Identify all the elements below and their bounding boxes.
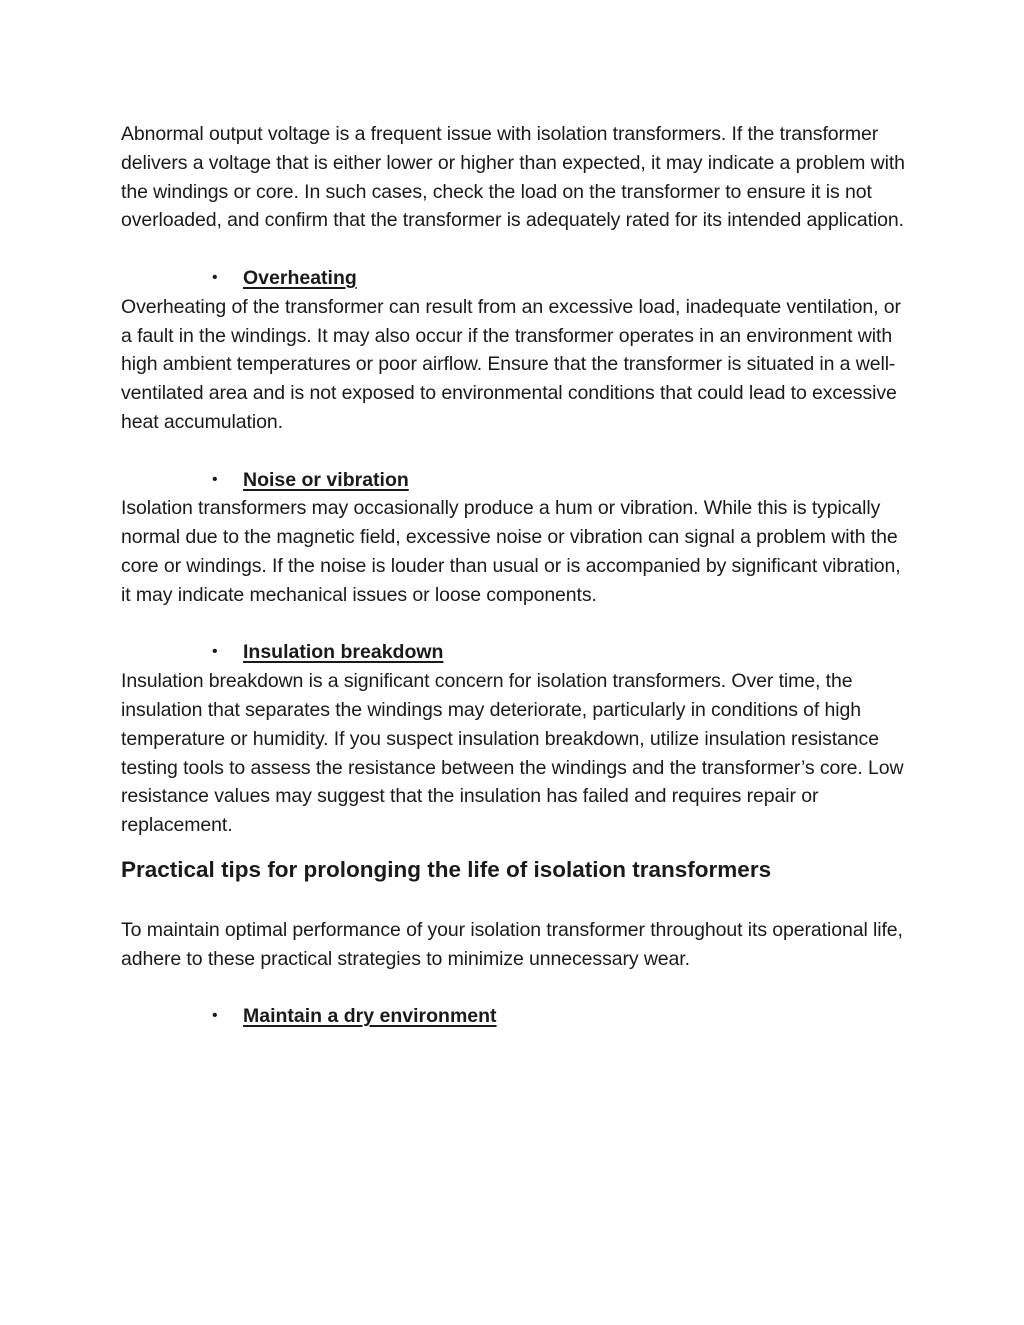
bullet-item-insulation (121, 638, 911, 667)
spacer (121, 974, 911, 1003)
spacer (121, 884, 911, 916)
document-page (121, 120, 911, 1031)
spacer (121, 437, 911, 466)
section-body-noise: Isolation transformers may occasionally produce a hum or vibration. While this is typically normal due to the magnetic field, excessive noise or vibration can signal a problem with the core or windings. If the noise is louder than usual or is accompanied by significant vibration, it may indicate mechanical issues or loose components. (121, 497, 901, 606)
bullet-item-overheating (121, 264, 911, 293)
bullet-item-noise (121, 466, 911, 495)
bullet-icon: • (212, 268, 218, 286)
bullet-icon: • (212, 1007, 218, 1025)
tips-intro-paragraph: To maintain optimal performance of your isolation transformer throughout its operational life, adhere to these practical strategies to minimize unnecessary wear. (121, 918, 903, 970)
section-body-insulation: Insulation breakdown is a significant concern for isolation transformers. Over time, the insulation that separates the windings may deteriorate, particularly in conditions of high temperature or humidity. If you suspect insulation breakdown, utilize insulation resistance testing tools to assess the resistance between the windings and the transformer’s core. Low resistance values may suggest that the insulation has failed and requires repair or replacement. (121, 670, 904, 837)
bullet-icon: • (212, 643, 218, 661)
section-title-noise: Noise or vibration (243, 468, 409, 491)
tip-title-dry-environment: Maintain a dry environment (243, 1005, 497, 1028)
bullet-item-dry-environment (121, 1002, 911, 1031)
spacer (121, 235, 911, 264)
section-title-overheating: Overheating (243, 266, 357, 289)
intro-paragraph: Abnormal output voltage is a frequent issue with isolation transformers. If the transformer delivers a voltage that is either lower or higher than expected, it may indicate a problem with the windings or core. In such cases, check the load on the transformer to ensure it is not overloaded, and confirm that the transformer is adequately rated for its intended application. (121, 123, 905, 232)
section-body-overheating: Overheating of the transformer can result from an excessive load, inadequate ventilation, or a fault in the windings. It may also occur if the transformer operates in an environment with high ambient temperatures or poor airflow. Ensure that the transformer is situated in a well-ventilated area and is not exposed to environmental conditions that could lead to excessive heat accumulation. (121, 295, 901, 433)
bullet-icon: • (212, 470, 218, 488)
section-heading: Practical tips for prolonging the life of isolation transformers (121, 856, 772, 882)
section-title-insulation: Insulation breakdown (243, 641, 444, 664)
spacer (121, 610, 911, 639)
